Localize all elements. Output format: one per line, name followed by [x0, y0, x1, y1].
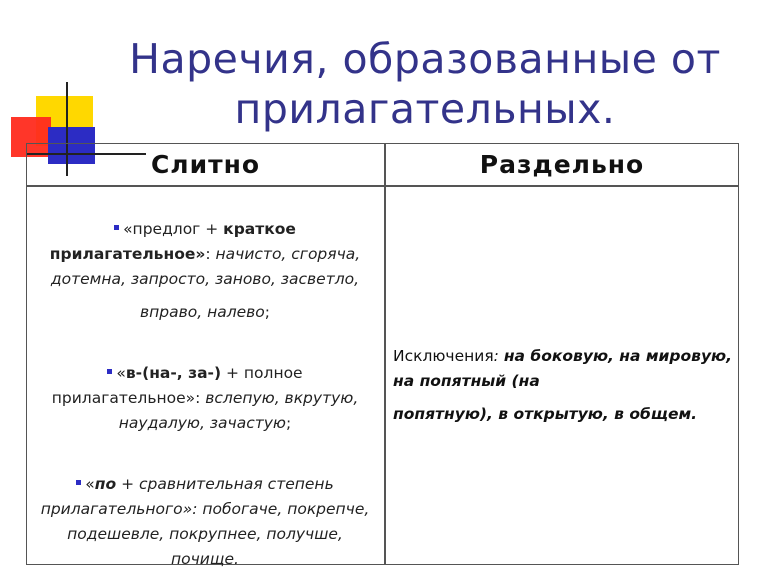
- rules-table: [26, 143, 739, 568]
- rule-3: [33, 472, 377, 572]
- rule-1: [33, 217, 377, 325]
- title-line-1: Наречия, образованные от: [129, 35, 721, 83]
- bullet-icon: [107, 369, 112, 374]
- rule-2-end: ;: [285, 414, 292, 432]
- rule-1-examples: начисто, сгоряча, дотемна, запросто, заново, засветло,: [50, 245, 361, 288]
- column-divider: [384, 144, 386, 564]
- rule-2-open: «: [116, 364, 126, 382]
- rule-3-open: «: [85, 475, 95, 493]
- exceptions-examples-2: попятную), в открытую, в общем.: [393, 405, 698, 423]
- rule-3-bold-italic: по: [94, 475, 117, 493]
- exceptions: [393, 344, 733, 427]
- rule-1-bold: краткое прилагательное»: [49, 220, 296, 263]
- rule-1-examples-2: вправо, налево: [139, 303, 265, 321]
- rule-3-italic: + сравнительная степень прилагательного»: побогаче, покрепче, подешевле, покрупнее, получше, почище.: [40, 475, 370, 568]
- rule-2: [33, 361, 377, 436]
- header-divider: [27, 185, 738, 187]
- exceptions-colon: :: [493, 347, 504, 365]
- rule-2-bold: в-(на-, за-): [125, 364, 222, 382]
- header-slitno: Слитно: [150, 150, 261, 179]
- rule-1-colon: :: [205, 245, 216, 263]
- slide-title: [90, 34, 760, 134]
- rule-1-line-2: [33, 300, 377, 325]
- bullet-icon: [114, 225, 119, 230]
- rule-2-examples: вслепую, вкрутую, наудалую, зачастую: [118, 389, 359, 432]
- header-razdelno: Раздельно: [479, 150, 645, 179]
- title-line-2: прилагательных.: [234, 85, 616, 133]
- rule-1-open: «предлог +: [123, 220, 224, 238]
- exceptions-examples: на боковую, на мировую, на попятный (на: [393, 347, 733, 390]
- rule-1-end: ;: [264, 303, 270, 321]
- exceptions-lead: Исключения: [393, 347, 494, 365]
- bullet-icon: [76, 480, 81, 485]
- rule-2-plain: + полное прилагательное»:: [51, 364, 303, 407]
